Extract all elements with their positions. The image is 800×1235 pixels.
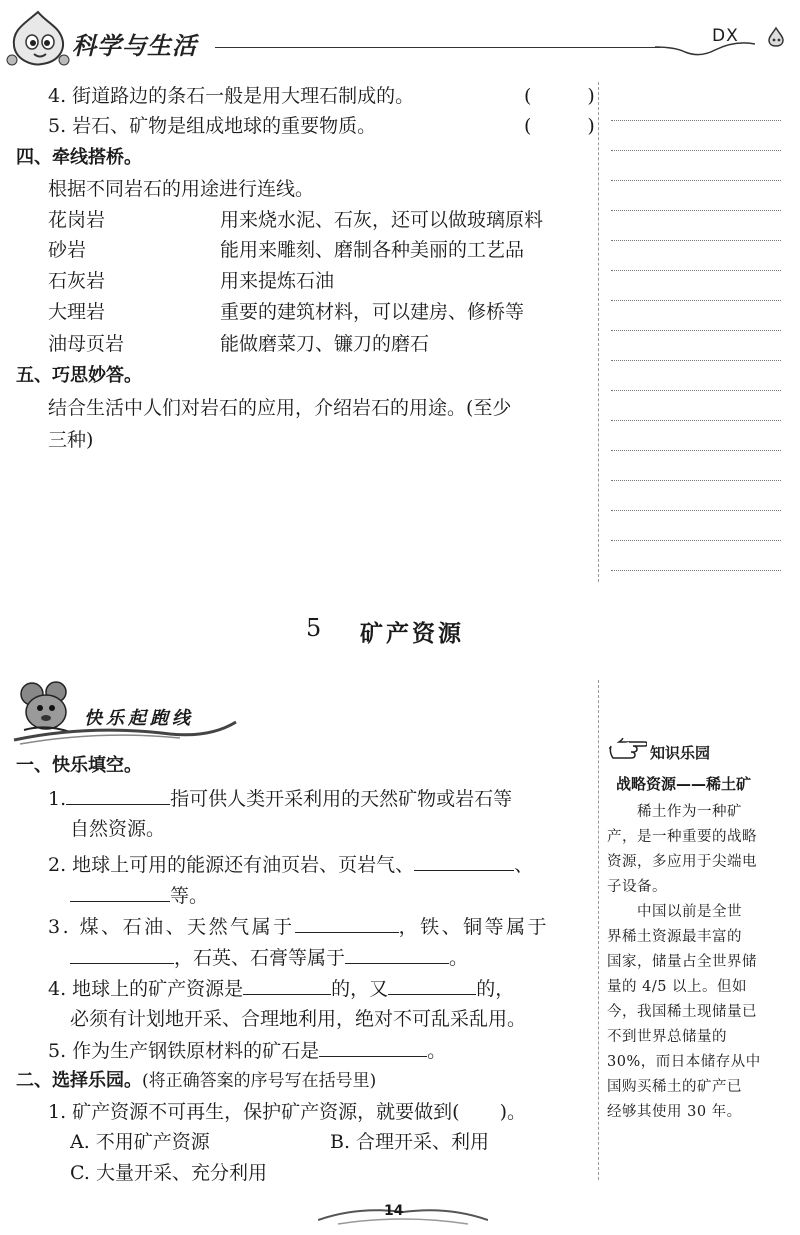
answer-paren-q4[interactable]: ( ) <box>524 85 601 107</box>
choice-option-a[interactable]: A. 不用矿产资源 <box>70 1131 210 1153</box>
knowledge-line: 今，我国稀土现储量已 <box>607 1004 757 1020</box>
knowledge-heading: 战略资源——稀土矿 <box>616 775 752 793</box>
lesson-title: 矿产资源 <box>360 621 464 647</box>
fill-q1-cont: 自然资源。 <box>70 818 166 840</box>
knowledge-line: 界稀土资源最丰富的 <box>607 929 742 945</box>
note-line <box>611 390 781 391</box>
mascot-logo <box>2 8 74 68</box>
note-line <box>611 330 781 331</box>
note-line <box>611 360 781 361</box>
rock-item[interactable]: 油母页岩 <box>48 333 125 355</box>
fill-q1-text: 指可供人类开采利用的天然矿物或岩石等 <box>170 788 513 810</box>
note-line <box>611 150 781 151</box>
answer-blank[interactable] <box>66 786 170 805</box>
knowledge-label: 知识乐园 <box>650 744 711 762</box>
knowledge-line: 产，是一种重要的战略 <box>607 829 757 845</box>
banner-label: 快乐起跑线 <box>84 708 194 729</box>
note-line <box>611 510 781 511</box>
rock-item[interactable]: 大理岩 <box>48 301 106 323</box>
pointing-hand-icon <box>607 738 647 764</box>
fill-q3-end: 。 <box>449 947 469 969</box>
knowledge-line: 量的 4/5 以上。但如 <box>607 979 748 995</box>
rock-item[interactable]: 石灰岩 <box>48 270 106 292</box>
note-line <box>611 450 781 451</box>
answer-blank[interactable] <box>70 945 174 964</box>
knowledge-line: 稀土作为一种矿 <box>607 804 742 820</box>
note-line <box>611 540 781 541</box>
choice-section-hint: (将正确答案的序号写在括号里) <box>142 1071 377 1091</box>
knowledge-line: 30%，而日本储存从中 <box>607 1054 761 1070</box>
use-item[interactable]: 能做磨菜刀、镰刀的磨石 <box>220 333 430 355</box>
note-line <box>611 270 781 271</box>
knowledge-line: 经够其使用 30 年。 <box>607 1104 742 1120</box>
rock-item[interactable]: 花岗岩 <box>48 209 106 231</box>
answer-blank[interactable] <box>388 976 476 995</box>
note-line <box>611 240 781 241</box>
fill-q3 <box>48 914 549 939</box>
header-rule <box>215 47 660 48</box>
note-line <box>611 300 781 301</box>
fill-q4-cont: 必须有计划地开采、合理地利用，绝对不可乱采乱用。 <box>70 1008 527 1030</box>
answer-blank[interactable] <box>243 976 331 995</box>
note-line <box>611 480 781 481</box>
fill-q4-text-a: 4. 地球上的矿产资源是 <box>48 978 244 1000</box>
choice-option-c[interactable]: C. 大量开采、充分利用 <box>70 1162 267 1184</box>
choice-q1 <box>48 1100 526 1124</box>
note-line <box>611 570 781 571</box>
use-item[interactable]: 用来提炼石油 <box>220 270 335 292</box>
choice-section <box>16 1068 376 1093</box>
section-5-question: 结合生活中人们对岩石的应用，介绍岩石的用途。(至少 <box>48 397 512 419</box>
header-title: 科学与生活 <box>72 32 197 60</box>
knowledge-line: 不到世界总储量的 <box>607 1029 727 1045</box>
fill-q3-cont <box>70 945 468 970</box>
fill-q2-sep: 、 <box>514 854 534 876</box>
header-wave-decoration <box>655 36 755 56</box>
use-item[interactable]: 重要的建筑材料，可以建房、修桥等 <box>220 301 525 323</box>
choice-section-title: 二、选择乐园。 <box>16 1070 142 1091</box>
page-number: 14 <box>384 1203 404 1219</box>
fill-q2-cont <box>70 883 208 908</box>
use-item[interactable]: 能用来雕刻、磨制各种美丽的工艺品 <box>220 239 525 261</box>
fill-q2-text: 2. 地球上可用的能源还有油页岩、页岩气、 <box>48 854 415 876</box>
fill-q4-text-b: 的，又 <box>331 978 389 1000</box>
knowledge-line: 国购买稀土的矿产已 <box>607 1079 742 1095</box>
note-line <box>611 180 781 181</box>
fill-q4-text-c: 的， <box>476 978 515 1000</box>
fill-q4 <box>48 976 514 1001</box>
drop-icon <box>764 26 788 48</box>
answer-blank[interactable] <box>70 883 170 902</box>
choice-q1-text: 1. 矿产资源不可再生，保护矿产资源，就要做到( <box>48 1101 460 1123</box>
answer-blank[interactable] <box>345 945 449 964</box>
true-false-q5: 5. 岩石、矿物是组成地球的重要物质。 <box>48 115 377 137</box>
knowledge-line: 资源，多应用于尖端电 <box>607 854 757 870</box>
lesson-number: 5 <box>306 614 322 642</box>
note-line <box>611 210 781 211</box>
answer-blank[interactable] <box>319 1038 427 1057</box>
fill-q2 <box>48 852 533 877</box>
knowledge-line: 国家，储量占全世界储 <box>607 954 757 970</box>
answer-paren-q5[interactable]: ( ) <box>524 115 601 137</box>
section-4-title: 四、牵线搭桥。 <box>16 147 142 168</box>
fill-q3-text-c: ，石英、石膏等属于 <box>174 947 346 969</box>
section-4-instruction: 根据不同岩石的用途进行连线。 <box>48 178 315 200</box>
knowledge-line: 子设备。 <box>607 879 667 895</box>
header-code: DX <box>712 26 739 46</box>
notes-column <box>598 82 784 582</box>
knowledge-line: 中国以前是全世 <box>607 904 742 920</box>
answer-blank[interactable] <box>414 852 514 871</box>
fill-q5-text: 5. 作为生产钢铁原材料的矿石是 <box>48 1040 320 1062</box>
banner-swoosh <box>10 716 240 746</box>
use-item[interactable]: 用来烧水泥、石灰，还可以做玻璃原料 <box>220 209 544 231</box>
choice-option-b[interactable]: B. 合理开采、利用 <box>330 1131 490 1153</box>
fill-section-title: 一、快乐填空。 <box>16 755 142 776</box>
rock-item[interactable]: 砂岩 <box>48 239 87 261</box>
note-line <box>611 120 781 121</box>
true-false-q4: 4. 街道路边的条石一般是用大理石制成的。 <box>48 85 415 107</box>
section-5-question-cont: 三种) <box>48 429 94 451</box>
fill-q3-text-b: ，铁、铜等属于 <box>398 916 550 938</box>
choice-q1-end: )。 <box>499 1101 527 1123</box>
answer-blank[interactable] <box>295 914 399 933</box>
fill-q1-number: 1. <box>48 788 67 810</box>
fill-q5-end: 。 <box>427 1040 447 1062</box>
fill-q2-end: 等。 <box>170 885 209 907</box>
fill-q1 <box>48 786 512 811</box>
fill-q3-text-a: 3. 煤、石油、天然气属于 <box>48 916 295 938</box>
fill-q5 <box>48 1038 446 1063</box>
note-line <box>611 420 781 421</box>
knowledge-body <box>607 800 789 1125</box>
section-5-title: 五、巧思妙答。 <box>16 365 142 386</box>
